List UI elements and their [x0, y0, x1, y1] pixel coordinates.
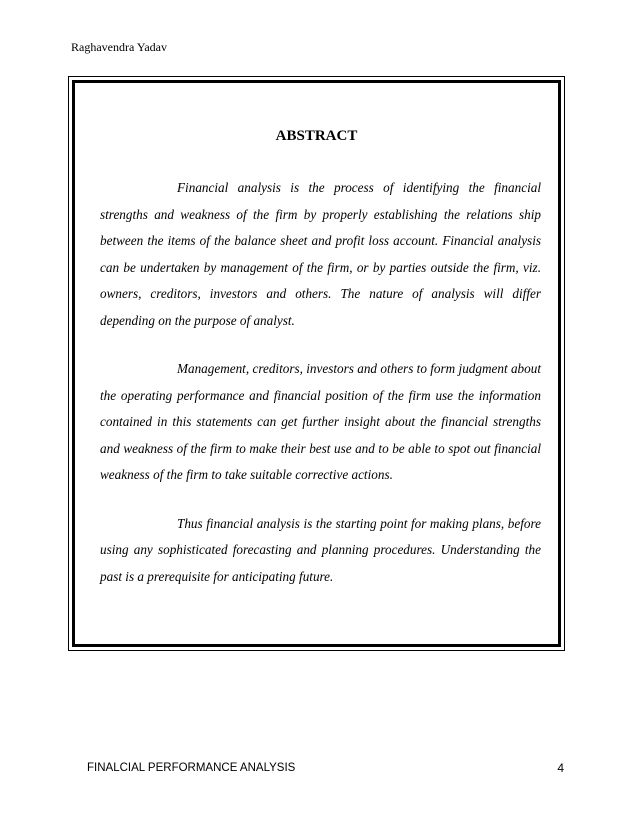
abstract-paragraph-1: Financial analysis is the process of identifying the financial strengths and weakness of the firm by properly establishing the relations ship between the items of the balance sheet and profit loss account. Financial analysis can be undertaken by management of the firm, or by parties outside the firm, viz. owners, creditors, investors and others. The nature of analysis will differ depending on the purpose of analyst. [100, 180, 541, 328]
abstract-paragraph-3: Thus financial analysis is the starting point for making plans, before using any sophisticated forecasting and planning procedures. Understanding the past is a prerequisite for anticipating future. [100, 515, 541, 584]
page-number: 4 [557, 761, 564, 775]
header-author: Raghavendra Yadav [71, 40, 167, 54]
abstract-body [100, 175, 541, 612]
abstract-frame [68, 76, 565, 651]
footer-title: FINALCIAL PERFORMANCE ANALYSIS [87, 762, 296, 774]
abstract-title: ABSTRACT [275, 128, 358, 144]
abstract-frame-inner-border [72, 80, 561, 647]
abstract-paragraph-2: Management, creditors, investors and others to form judgment about the operating performance and financial position of the firm use the information contained in this statements can get further insight about the financial strengths and weakness of the firm to make their best use and to be able to spot out financial weakness of the firm to take suitable corrective actions. [100, 361, 541, 482]
